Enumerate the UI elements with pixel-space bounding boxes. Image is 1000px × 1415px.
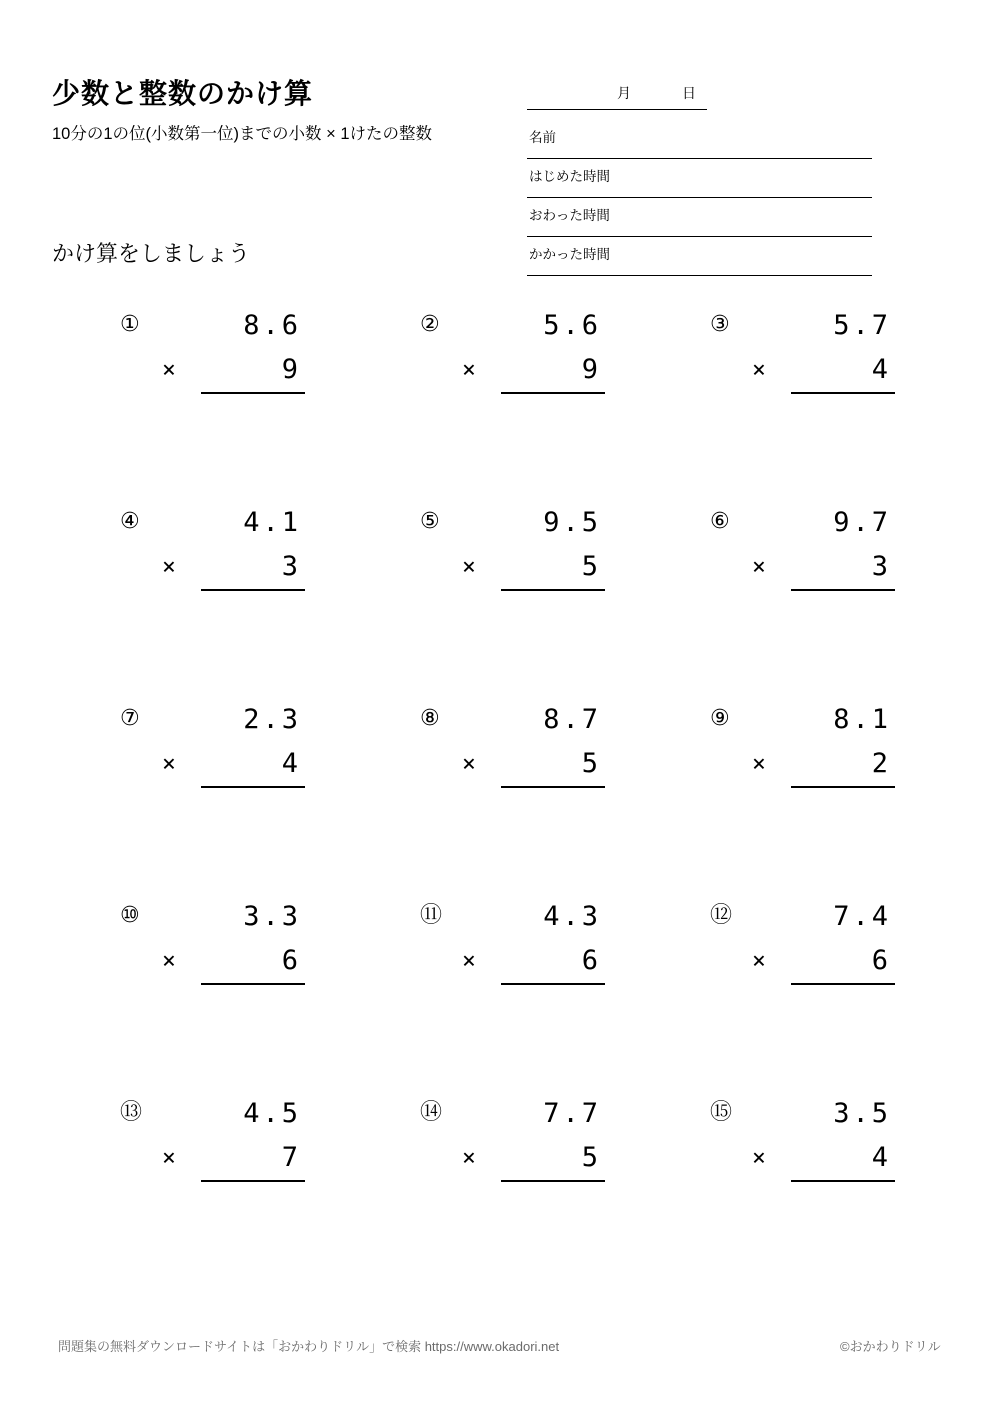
answer-rule (791, 983, 895, 985)
vertical-calculation (450, 895, 605, 985)
date-rule (527, 109, 707, 110)
multiplier-row (150, 545, 305, 589)
multiplicand: 3.5 (833, 1098, 891, 1129)
problem-item[interactable] (400, 1084, 700, 1204)
vertical-calculation (150, 895, 305, 985)
multiplier-row (740, 348, 895, 392)
multiplier: 5 (581, 551, 601, 582)
multiplicand: 4.5 (243, 1098, 301, 1129)
vertical-calculation (150, 304, 305, 394)
answer-rule (501, 589, 605, 591)
vertical-calculation (450, 1092, 605, 1182)
name-field-label: 名前 (529, 130, 556, 145)
multiplier-row (450, 742, 605, 786)
multiply-operator-icon: × (752, 948, 766, 974)
start-time-label: はじめた時間 (529, 169, 610, 184)
multiplier-row (450, 939, 605, 983)
problem-item[interactable] (400, 296, 700, 416)
multiply-operator-icon: × (162, 357, 176, 383)
page-title: 少数と整数のかけ算 (52, 78, 314, 109)
problem-number: ⑦ (120, 706, 140, 731)
multiplier-row (450, 1136, 605, 1180)
problem-row (0, 887, 1000, 1084)
problem-number: ⑨ (710, 706, 730, 731)
problem-number: ⑫ (710, 903, 733, 928)
multiply-operator-icon: × (162, 751, 176, 777)
page-subtitle: 10分の1の位(小数第一位)までの小数 × 1けたの整数 (52, 125, 432, 143)
problem-item[interactable] (690, 690, 990, 810)
multiply-operator-icon: × (752, 357, 766, 383)
vertical-calculation (150, 1092, 305, 1182)
vertical-calculation (450, 501, 605, 591)
elapsed-time-label: かかった時間 (529, 247, 610, 262)
multiplier-row (740, 742, 895, 786)
multiplicand: 4.1 (243, 507, 301, 538)
answer-rule (201, 392, 305, 394)
answer-rule (791, 589, 895, 591)
problem-item[interactable] (100, 690, 400, 810)
multiplicand: 9.7 (833, 507, 891, 538)
problem-item[interactable] (690, 493, 990, 613)
vertical-calculation (740, 895, 895, 985)
problem-item[interactable] (690, 296, 990, 416)
problems-grid (0, 296, 1000, 1281)
problem-item[interactable] (100, 887, 400, 1007)
answer-rule (791, 1180, 895, 1182)
problem-number: ⑮ (710, 1100, 733, 1125)
day-label: 日 (682, 85, 696, 101)
multiplicand: 7.4 (833, 901, 891, 932)
multiply-operator-icon: × (752, 1145, 766, 1171)
vertical-calculation (740, 501, 895, 591)
multiplier-row (150, 348, 305, 392)
answer-rule (201, 1180, 305, 1182)
vertical-calculation (740, 1092, 895, 1182)
multiplier-row (450, 545, 605, 589)
multiply-operator-icon: × (162, 1145, 176, 1171)
multiply-operator-icon: × (462, 1145, 476, 1171)
problem-item[interactable] (690, 1084, 990, 1204)
vertical-calculation (450, 304, 605, 394)
answer-rule (201, 983, 305, 985)
worksheet-header (52, 62, 952, 272)
multiply-operator-icon: × (462, 751, 476, 777)
footer-copyright: ©おかわりドリル (840, 1339, 941, 1354)
multiply-operator-icon: × (752, 751, 766, 777)
multiplicand: 7.7 (543, 1098, 601, 1129)
vertical-calculation (740, 304, 895, 394)
end-time-label: おわった時間 (529, 208, 610, 223)
multiplier-row (150, 742, 305, 786)
month-label: 月 (617, 85, 631, 101)
multiplicand: 8.7 (543, 704, 601, 735)
multiply-operator-icon: × (752, 554, 766, 580)
multiply-operator-icon: × (162, 948, 176, 974)
answer-rule (201, 589, 305, 591)
problem-number: ② (420, 312, 440, 337)
answer-rule (501, 983, 605, 985)
multiplier: 2 (871, 748, 891, 779)
multiplicand: 5.6 (543, 310, 601, 341)
problem-number: ⑪ (420, 903, 443, 928)
multiplier-row (740, 545, 895, 589)
multiplicand: 8.6 (243, 310, 301, 341)
problem-item[interactable] (100, 296, 400, 416)
multiplicand: 9.5 (543, 507, 601, 538)
multiplier-row (740, 939, 895, 983)
multiplicand: 3.3 (243, 901, 301, 932)
problem-number: ⑧ (420, 706, 440, 731)
elapsed-time-field[interactable] (527, 237, 872, 276)
problem-row (0, 296, 1000, 493)
answer-rule (201, 786, 305, 788)
problem-number: ① (120, 312, 140, 337)
problem-item[interactable] (400, 493, 700, 613)
multiply-operator-icon: × (462, 357, 476, 383)
answer-rule (791, 392, 895, 394)
problem-number: ③ (710, 312, 730, 337)
vertical-calculation (150, 501, 305, 591)
date-field[interactable] (527, 77, 872, 112)
problem-item[interactable] (100, 493, 400, 613)
multiplicand: 5.7 (833, 310, 891, 341)
multiplier-row (150, 939, 305, 983)
multiplicand: 4.3 (543, 901, 601, 932)
problem-row (0, 1084, 1000, 1281)
multiplier: 6 (871, 945, 891, 976)
vertical-calculation (450, 698, 605, 788)
problem-item[interactable] (400, 690, 700, 810)
multiplicand: 2.3 (243, 704, 301, 735)
multiply-operator-icon: × (462, 948, 476, 974)
problem-item[interactable] (690, 887, 990, 1007)
vertical-calculation (150, 698, 305, 788)
instruction-text: かけ算をしましょう (52, 241, 251, 266)
multiplier: 4 (871, 1142, 891, 1173)
answer-rule (501, 786, 605, 788)
multiplier-row (150, 1136, 305, 1180)
problem-number: ⑩ (120, 903, 140, 928)
multiplier: 4 (281, 748, 301, 779)
multiplier: 3 (281, 551, 301, 582)
problem-number: ⑥ (710, 509, 730, 534)
start-time-field[interactable] (527, 159, 872, 198)
end-time-field[interactable] (527, 198, 872, 237)
answer-rule (501, 1180, 605, 1182)
multiplier: 5 (581, 1142, 601, 1173)
elapsed-time-line (527, 275, 872, 276)
multiplicand: 8.1 (833, 704, 891, 735)
multiplier: 7 (281, 1142, 301, 1173)
problem-number: ⑭ (420, 1100, 443, 1125)
problem-item[interactable] (100, 1084, 400, 1204)
multiplier-row (450, 348, 605, 392)
multiplier: 9 (281, 354, 301, 385)
multiply-operator-icon: × (462, 554, 476, 580)
multiplier: 4 (871, 354, 891, 385)
problem-row (0, 493, 1000, 690)
multiplier: 3 (871, 551, 891, 582)
multiplier: 6 (281, 945, 301, 976)
footer-site-note: 問題集の無料ダウンロードサイトは「おかわりドリル」で検索 https://www.okadori.net (58, 1339, 560, 1354)
problem-number: ⑤ (420, 509, 440, 534)
problem-row (0, 690, 1000, 887)
vertical-calculation (740, 698, 895, 788)
answer-rule (791, 786, 895, 788)
name-field[interactable] (527, 120, 872, 159)
multiplier: 6 (581, 945, 601, 976)
multiplier: 5 (581, 748, 601, 779)
multiplier: 9 (581, 354, 601, 385)
problem-item[interactable] (400, 887, 700, 1007)
answer-rule (501, 392, 605, 394)
multiply-operator-icon: × (162, 554, 176, 580)
multiplier-row (740, 1136, 895, 1180)
problem-number: ④ (120, 509, 140, 534)
problem-number: ⑬ (120, 1100, 143, 1125)
